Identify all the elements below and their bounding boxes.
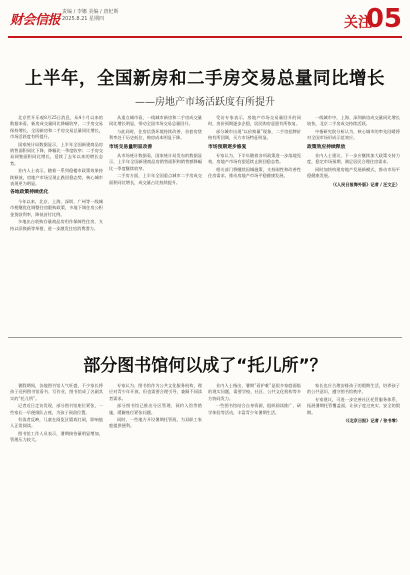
paragraph: 从市场统计数据看，国家统计局发布的数据显示，上半年全国新建商品房销售面积和销售额降幅比一季度继续收窄。	[109, 153, 202, 171]
article1-column-3	[208, 115, 301, 233]
subheading: 市场预期逐步修复	[208, 144, 247, 150]
article2-column-2	[109, 383, 202, 566]
paragraph: 专家认为，下半年随着各项政策进一步落地见效，房地产市场有望延续止跌回稳态势。	[208, 153, 301, 165]
article1-byline: （《人民日报海外版》记者 / 汪文正）	[330, 181, 400, 187]
paragraph: 同时加快构建房地产发展新模式，推动市场平稳健康发展。	[307, 166, 400, 179]
article1-subtitle: ——房地产市场活跃度有所提升	[135, 97, 275, 108]
paragraph: 今年以来，北京、上海、深圳、广州等一线城市相继优化调整住房限购政策，多地下调住房公积金贷款利率，降低首付比例。	[10, 198, 103, 217]
editor-line: 责编 / 李娜 美编 / 唐杞斯	[62, 9, 119, 15]
paragraph: 从重点城市看，一线城市新房和二手房成交量同比增长明显，带动全国市场交易总量回升。	[109, 115, 202, 127]
paragraph: 同时，一些地方开设暑期托管班，为双职工家庭提供便利。	[109, 417, 202, 429]
paragraph: 一线城市中，上海、深圳新房成交量同比增长较快，北京二手房成交持续活跃。	[307, 115, 400, 127]
paragraph: 记者近日走访发现，部分图书馆座位紧张，一些家长一早便排队占座，为孩子预留位置。	[10, 403, 103, 415]
paragraph: 业内人士指出，暑期“看护难”是很多家庭面临的现实问题，需要学校、社区、公共文化机构等多方协同发力。	[208, 383, 301, 401]
paragraph: 暑假期间，各地图书馆人气旺盛，不少家长将孩子送到图书馆看书、写作业，图书馆成了名副其实的“托儿所”。	[10, 383, 103, 401]
paragraph: 北京世开乐观8月25日消息，从4个月以来的数据来看，新房成交量同比降幅收窄，二手房交易保持增长，全国新房和二手房交易总量同比增长，市场活跃度有所提升。	[10, 115, 103, 140]
paragraph: 国家统计局数据显示，上半年全国新建商品房销售面积同比下降，降幅比一季度收窄；二手房交易网签面积同比增长，延续了去年以来的增长态势。	[10, 141, 103, 166]
subheading: 政策效应持续释放	[307, 144, 346, 150]
article1-column-1	[10, 115, 103, 233]
paragraph: 有读者反映，儿童在阅览区嬉戏打闹，影响他人正常阅读。	[10, 417, 103, 429]
subheading: 市场交易量明显改善	[109, 144, 153, 150]
paragraph: 一些图书馆结合自身资源，组织阅读推广、研学体验等活动，丰富青少年暑期生活。	[208, 403, 301, 415]
article1-column-4	[307, 115, 400, 233]
paragraph: 专家建议，可进一步完善社区托管服务体系，拓展暑期托管覆盖面，让孩子度过充实、安全的假期。	[307, 396, 400, 415]
article2-column-1	[10, 383, 103, 566]
article2-body	[10, 383, 400, 566]
paragraph: 中指研究院分析认为，核心城市的率先回暖将对全国市场形成示范效应。	[307, 128, 400, 141]
page-number: 05	[365, 4, 402, 34]
paragraph: 部分图书馆已推出分区管理、预约入馆等措施，缓解座位紧张问题。	[109, 403, 202, 415]
article2-byline: （《北京日报》记者 / 张书零）	[343, 418, 400, 424]
date-line: 2025.8.21 星期四	[62, 16, 105, 22]
paragraph: 二手房方面，上半年全国重点城市二手房成交面积同比增长，成交量占比持续提升。	[109, 173, 202, 185]
paragraph: 多地出台收购存量商品房用作保障性住房、支持以旧换新等举措，进一步激发住房消费潜力。	[10, 219, 103, 231]
paragraph: 专家认为，图书馆作为公共文化服务机构，理应对青少年开放，但也需要合理引导，兼顾不同读者需求。	[109, 383, 202, 401]
paragraph: 家长也应合理安排孩子的假期生活，培养孩子的公共意识，遵守图书馆秩序。	[307, 383, 400, 395]
article1-title: 上半年，全国新房和二手房交易总量同比增长	[25, 69, 385, 89]
paragraph: 图书馆工作人员表示，暑期接待量明显增加，管理压力较大。	[10, 430, 103, 443]
paragraph: 业内人士建议，下一步应继续加大政策支持力度，稳定市场预期，满足居民合理住房需求。	[307, 153, 400, 165]
newspaper-logo: 财会信报	[10, 13, 61, 28]
article2-column-3	[208, 383, 301, 566]
editor-info	[62, 9, 118, 23]
section-title: 关注	[344, 15, 372, 31]
paragraph: 相关部门将继续因城施策，支持刚性和改善性住房需求，推动房地产市场平稳健康发展。	[208, 166, 301, 179]
subheading: 各地政策持续优化	[10, 190, 49, 196]
article1-body	[10, 115, 400, 233]
header-rule	[8, 36, 402, 38]
paragraph: 与此同时，住房信贷环境持续改善，首套房贷利率处于历史低位，购房成本明显下降。	[109, 128, 202, 141]
article1-column-2	[109, 115, 202, 233]
paragraph: 受访专家表示，房地产市场交易量回升的同时，房价预期逐步企稳，居民购房意愿有所恢复。	[208, 115, 301, 127]
page-header	[0, 0, 410, 46]
article2-title: 部分图书馆何以成了“托儿所”？	[83, 356, 327, 376]
paragraph: 业内人士表示，随着一系列稳楼市政策效果持续释放，房地产市场呈现止跌回稳态势，核心城市表现更为明显。	[10, 168, 103, 187]
article2-column-4	[307, 383, 400, 566]
paragraph: 部分城市出现“以价换量”现象，二手房挂牌价格有所回调，买方市场特征明显。	[208, 128, 301, 141]
article-divider	[8, 337, 402, 338]
